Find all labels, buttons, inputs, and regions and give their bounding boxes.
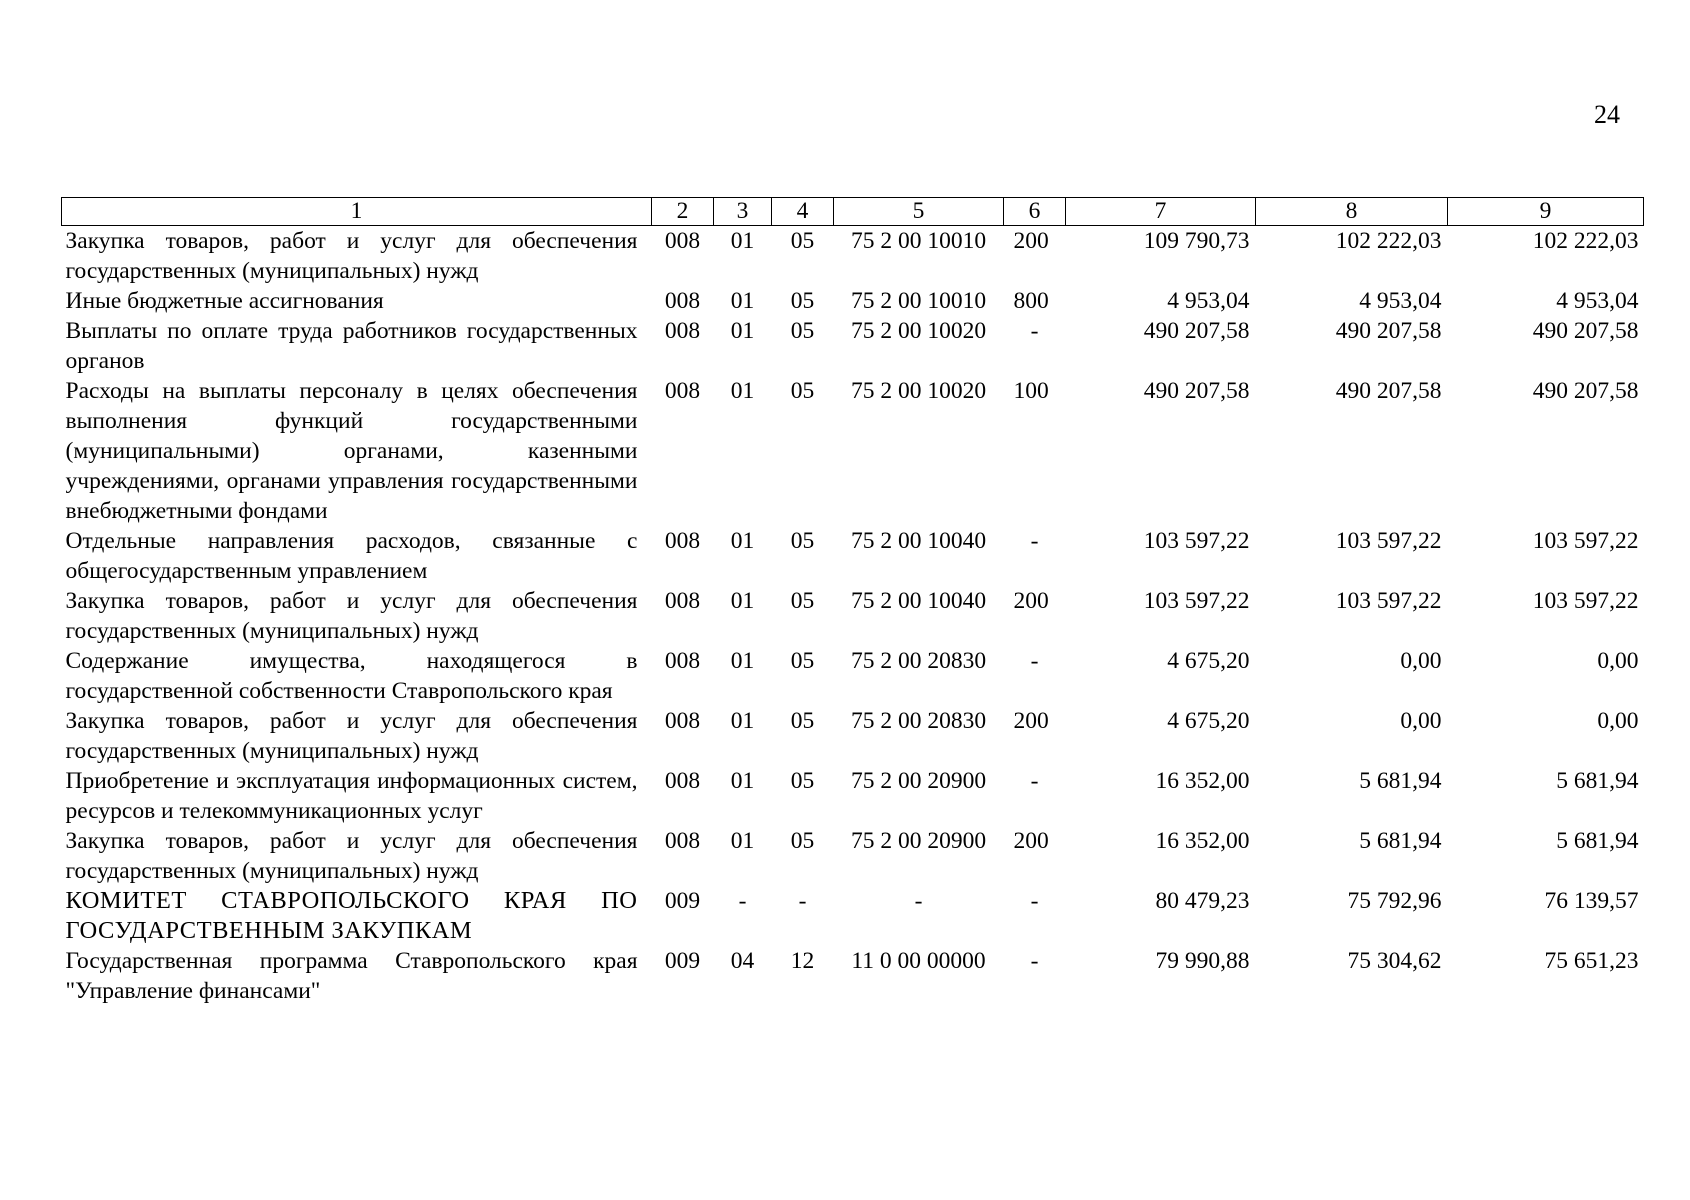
table-row [62,316,1644,376]
row-expense-type: 800 [1013,288,1049,314]
row-target-article: 75 2 00 10010 [850,288,987,314]
row-amount-col8: 5 681,94 [1359,828,1442,854]
row-section-code: 01 [730,288,755,314]
row-amount-col9: 5 681,94 [1556,828,1639,854]
row-ministry-code: 008 [664,528,701,554]
row-ministry-code: 008 [664,648,701,674]
row-section-code: 01 [730,378,755,404]
header-col-8: 8 [1256,198,1448,226]
row-ministry-code: 008 [664,768,701,794]
table-row [62,766,1644,826]
row-amount-col7: 79 990,88 [1155,948,1250,974]
row-amount-col7: 4 675,20 [1167,648,1250,674]
row-amount-col9: 0,00 [1597,648,1639,674]
row-section-code: 01 [730,528,755,554]
row-amount-col9: 76 139,57 [1544,888,1639,914]
table-row [62,226,1644,287]
row-amount-col8: 103 597,22 [1335,588,1442,614]
row-expense-type: - [1030,318,1039,344]
row-amount-col8: 0,00 [1400,708,1442,734]
row-name: Закупка товаров, работ и услуг для обеспечения государственных (муниципальных) нужд [65,708,638,764]
table-row [62,946,1644,1006]
row-amount-col8: 4 953,04 [1359,288,1442,314]
row-target-article: 11 0 00 00000 [851,948,986,974]
row-expense-type: - [1030,768,1039,794]
row-name: КОМИТЕТ СТАВРОПОЛЬСКОГО КРАЯ ПО ГОСУДАРСТВЕННЫМ ЗАКУПКАМ [65,887,638,944]
row-target-article: 75 2 00 10010 [850,228,987,254]
header-col-5: 5 [834,198,1004,226]
row-subsection-code: 05 [790,318,815,344]
table-body [62,226,1644,1007]
row-name: Иные бюджетные ассигнования [65,288,384,314]
row-name: Расходы на выплаты персоналу в целях обеспечения выполнения функций государственными (муниципальными) органами, казенными учреждениями, органами управления государственными внебюджетными фондами [65,378,638,524]
table-row [62,526,1644,586]
row-target-article: 75 2 00 10020 [850,378,987,404]
row-ministry-code: 009 [664,888,701,914]
header-col-9: 9 [1448,198,1644,226]
row-name: Закупка товаров, работ и услуг для обеспечения государственных (муниципальных) нужд [65,828,638,884]
row-ministry-code: 008 [664,708,701,734]
table-row [62,886,1644,946]
row-section-code: 04 [730,948,755,974]
row-amount-col7: 16 352,00 [1155,828,1250,854]
row-subsection-code: 05 [790,528,815,554]
row-amount-col8: 0,00 [1400,648,1442,674]
row-name: Приобретение и эксплуатация информационных систем, ресурсов и телекоммуникационных услуг [65,768,638,824]
row-amount-col9: 75 651,23 [1544,948,1639,974]
row-expense-type: - [1030,948,1039,974]
header-col-6: 6 [1004,198,1066,226]
table-row [62,586,1644,646]
page-number: 24 [1594,100,1620,129]
row-expense-type: 200 [1013,228,1049,254]
row-target-article: 75 2 00 20900 [850,828,987,854]
row-section-code: 01 [730,768,755,794]
row-expense-type: 200 [1013,708,1049,734]
table-header [62,198,1644,226]
row-subsection-code: 05 [790,588,815,614]
row-section-code: 01 [730,708,755,734]
row-amount-col7: 4 953,04 [1167,288,1250,314]
row-amount-col8: 103 597,22 [1335,528,1442,554]
row-name: Содержание имущества, находящегося в государственной собственности Ставропольского края [65,648,638,704]
header-row [62,198,1644,226]
header-col-1: 1 [62,198,652,226]
row-ministry-code: 008 [664,588,701,614]
header-col-4: 4 [772,198,834,226]
row-expense-type: 100 [1013,378,1049,404]
row-expense-type: 200 [1013,828,1049,854]
row-name: Государственная программа Ставропольского края "Управление финансами" [65,948,638,1004]
row-target-article: 75 2 00 10020 [850,318,987,344]
row-amount-col9: 0,00 [1597,708,1639,734]
row-subsection-code: 05 [790,768,815,794]
row-subsection-code: - [798,888,807,914]
row-ministry-code: 009 [664,948,701,974]
table-row [62,826,1644,886]
row-amount-col9: 490 207,58 [1532,378,1639,404]
table-row [62,646,1644,706]
row-section-code: 01 [730,228,755,254]
row-amount-col9: 103 597,22 [1532,588,1639,614]
budget-table-container [61,197,1643,1006]
row-target-article: - [914,888,923,914]
row-name: Выплаты по оплате труда работников государственных органов [65,318,638,374]
row-subsection-code: 05 [790,648,815,674]
row-expense-type: - [1030,648,1039,674]
row-section-code: 01 [730,318,755,344]
row-amount-col7: 16 352,00 [1155,768,1250,794]
row-subsection-code: 05 [790,378,815,404]
row-section-code: 01 [730,828,755,854]
row-target-article: 75 2 00 20830 [850,648,987,674]
row-name: Закупка товаров, работ и услуг для обеспечения государственных (муниципальных) нужд [65,588,638,644]
row-amount-col7: 490 207,58 [1143,318,1250,344]
header-col-2: 2 [652,198,714,226]
row-amount-col8: 490 207,58 [1335,318,1442,344]
row-amount-col9: 490 207,58 [1532,318,1639,344]
row-amount-col7: 103 597,22 [1143,528,1250,554]
header-col-3: 3 [714,198,772,226]
row-target-article: 75 2 00 20830 [850,708,987,734]
table-row [62,376,1644,526]
row-amount-col8: 5 681,94 [1359,768,1442,794]
header-col-7: 7 [1066,198,1256,226]
row-amount-col8: 75 792,96 [1347,888,1442,914]
row-amount-col7: 103 597,22 [1143,588,1250,614]
row-ministry-code: 008 [664,828,701,854]
row-amount-col9: 103 597,22 [1532,528,1639,554]
row-section-code: - [738,888,747,914]
row-expense-type: - [1030,888,1039,914]
budget-table [61,197,1644,1006]
row-amount-col7: 80 479,23 [1155,888,1250,914]
row-name: Отдельные направления расходов, связанные с общегосударственным управлением [65,528,638,584]
row-amount-col8: 75 304,62 [1347,948,1442,974]
row-subsection-code: 05 [790,828,815,854]
row-subsection-code: 12 [790,948,815,974]
row-expense-type: - [1030,528,1039,554]
row-target-article: 75 2 00 10040 [850,528,987,554]
table-row [62,286,1644,316]
row-section-code: 01 [730,648,755,674]
row-subsection-code: 05 [790,228,815,254]
row-section-code: 01 [730,588,755,614]
row-amount-col9: 4 953,04 [1556,288,1639,314]
row-name: Закупка товаров, работ и услуг для обеспечения государственных (муниципальных) нужд [65,228,638,284]
row-amount-col8: 490 207,58 [1335,378,1442,404]
table-row [62,706,1644,766]
row-amount-col8: 102 222,03 [1335,228,1442,254]
row-subsection-code: 05 [790,288,815,314]
row-amount-col7: 109 790,73 [1143,228,1250,254]
row-amount-col7: 490 207,58 [1143,378,1250,404]
row-ministry-code: 008 [664,228,701,254]
row-amount-col9: 102 222,03 [1532,228,1639,254]
row-ministry-code: 008 [664,288,701,314]
row-target-article: 75 2 00 10040 [850,588,987,614]
row-amount-col9: 5 681,94 [1556,768,1639,794]
row-expense-type: 200 [1013,588,1049,614]
row-subsection-code: 05 [790,708,815,734]
row-ministry-code: 008 [664,318,701,344]
row-target-article: 75 2 00 20900 [850,768,987,794]
row-amount-col7: 4 675,20 [1167,708,1250,734]
row-ministry-code: 008 [664,378,701,404]
